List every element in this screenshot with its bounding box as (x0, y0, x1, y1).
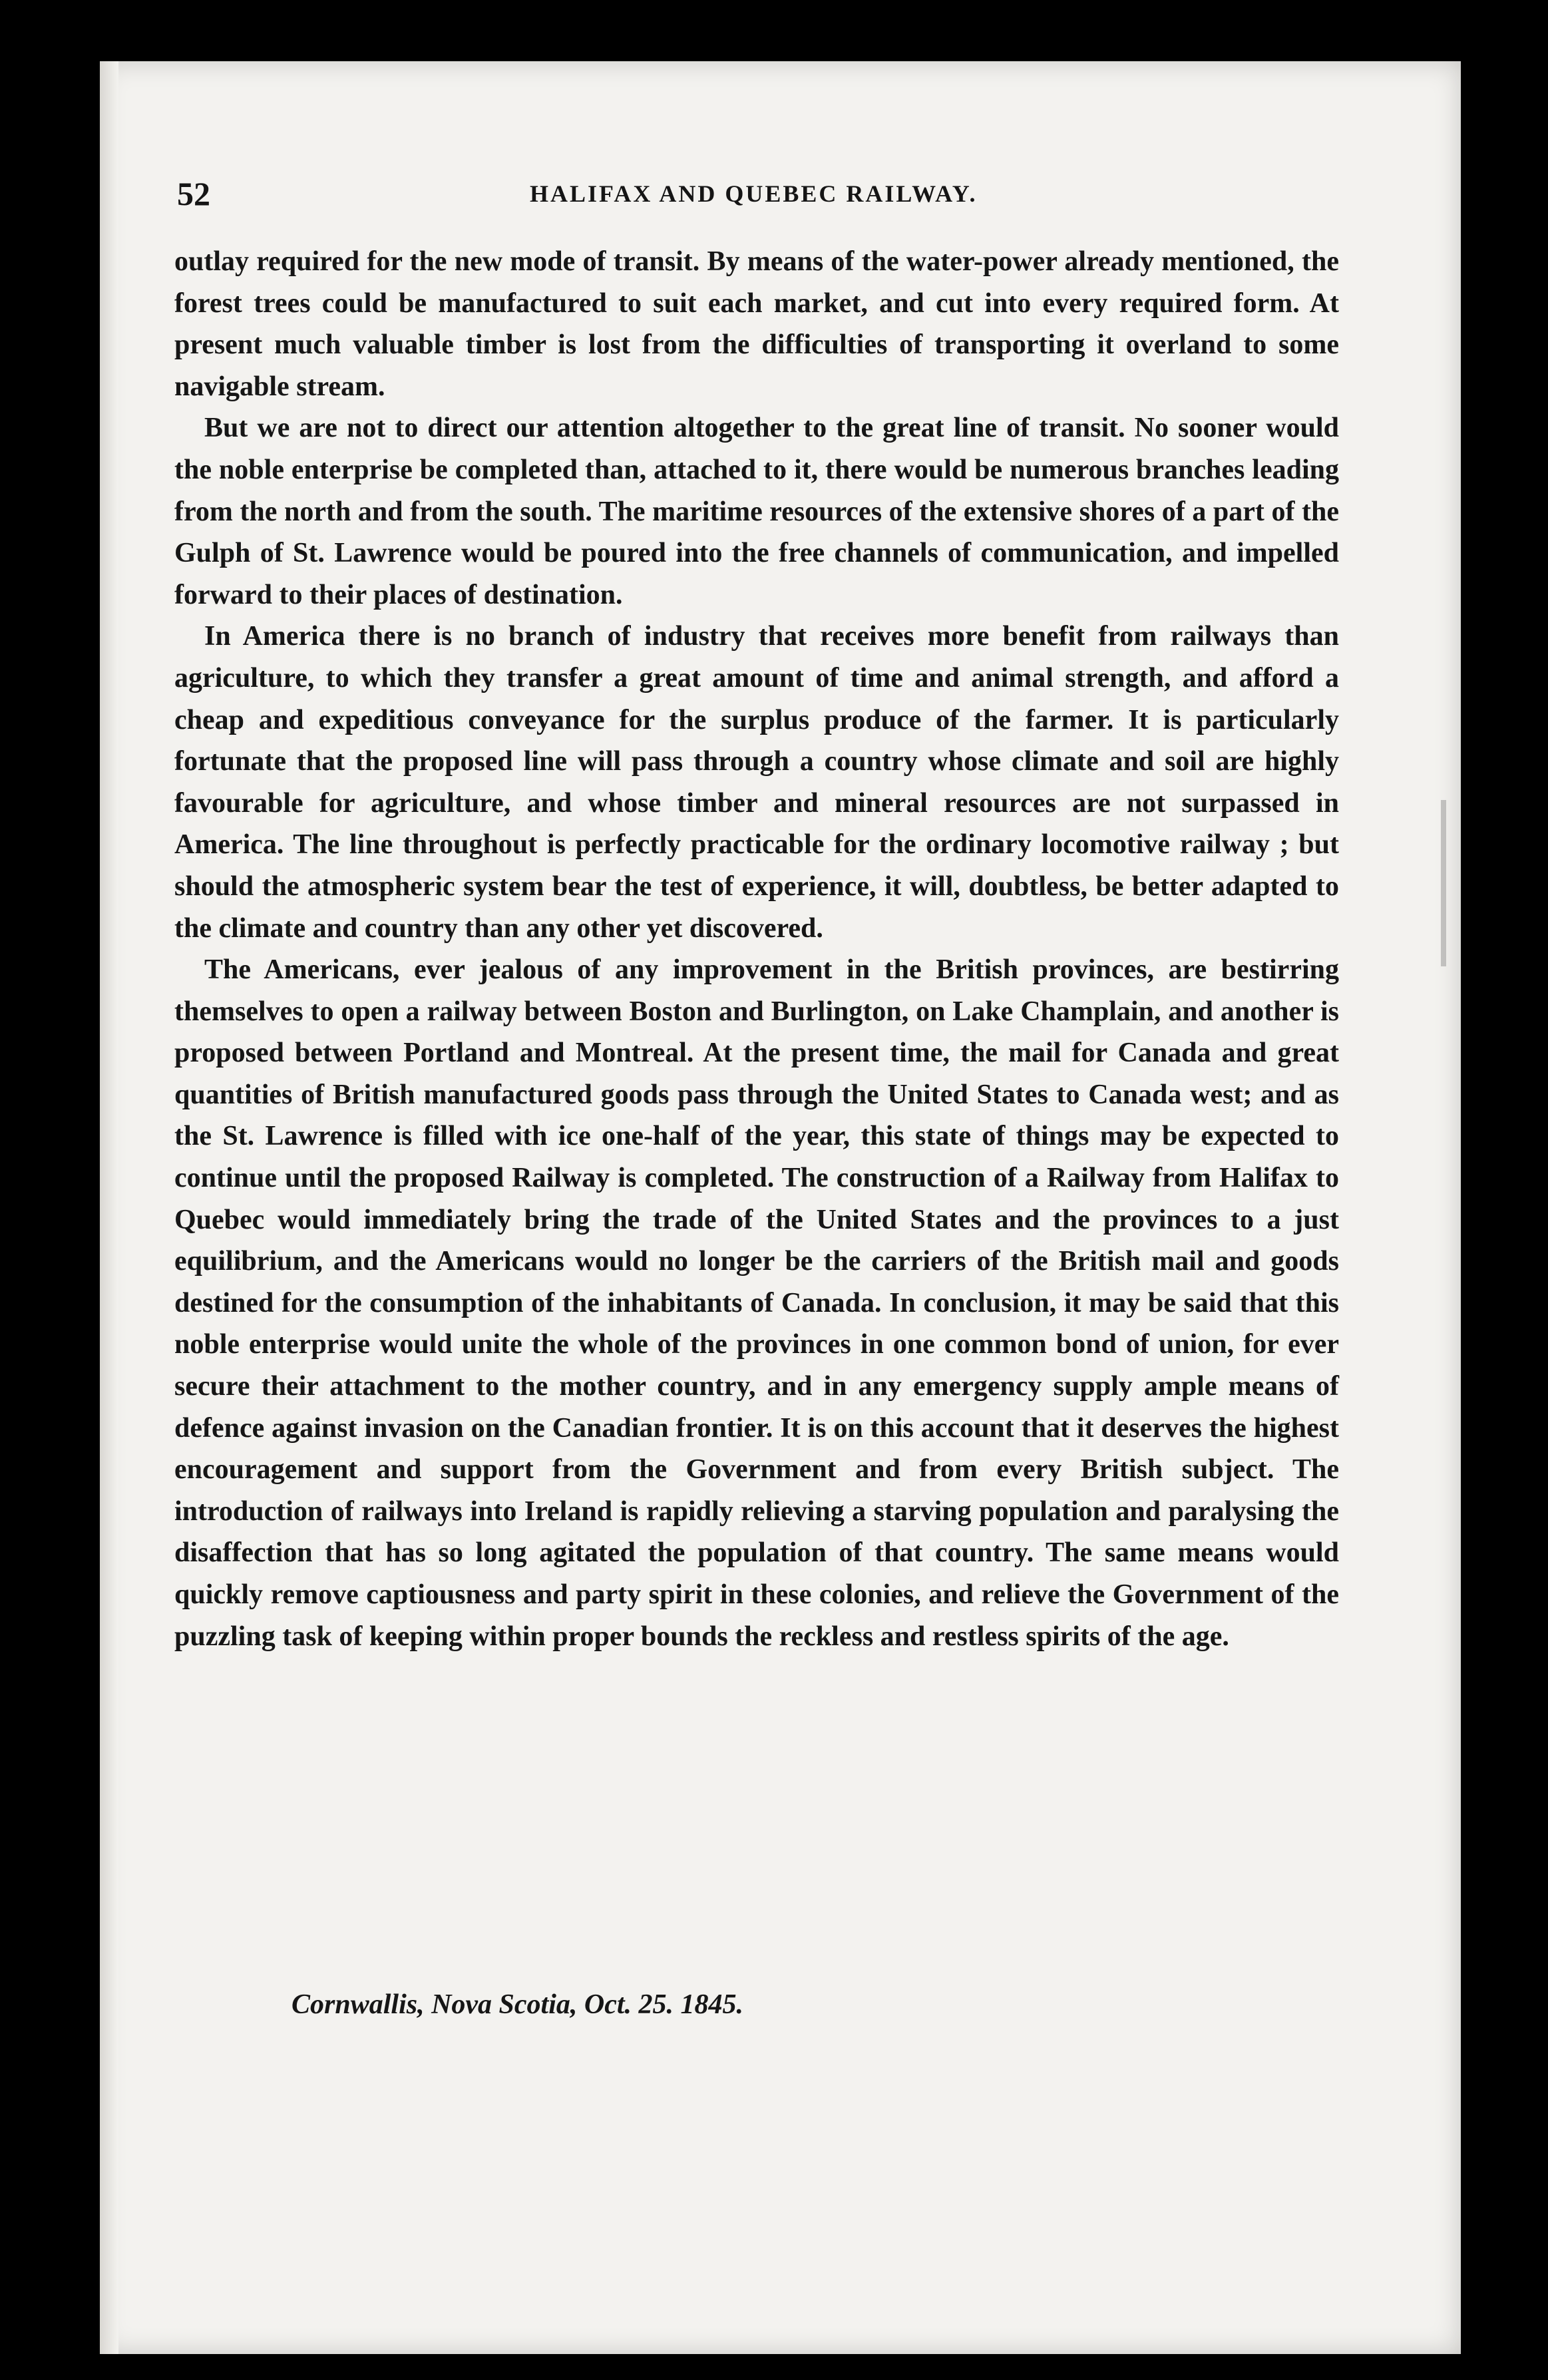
page-number: 52 (177, 175, 210, 212)
paragraph-3: In America there is no branch of industry that receives more benefit from railways than agriculture, to which they transfer a great amount of time and animal strength, and afford a cheap and expeditious conveyance for the surplus produce of the farmer. It is particularly fortunate that the proposed line will pass through a country whose climate and soil are highly favourable for agriculture, and whose timber and mineral resources are not surpassed in America. The line throughout is perfectly practicable for the ordinary locomotive railway ; but should the atmospheric system bear the test of experience, it will, doubtless, be better adapted to the climate and country than any other yet discovered. (174, 621, 1339, 944)
paragraph-2: But we are not to direct our attention altogether to the great line of transit. No sooner would the noble enterprise be completed than, attached to it, there would be numerous branches leading from the north and from the south. The maritime resources of the extensive shores of a part of the Gulph of St. Lawrence would be poured into the free channels of communication, and impelled forward to their places of destination. (174, 413, 1339, 610)
page-edge-shadow (100, 61, 118, 2354)
signature-line: Cornwallis, Nova Scotia, Oct. 25. 1845. (291, 1989, 744, 2020)
paragraph-4: The Americans, ever jealous of any improvement in the British provinces, are bestirring themselves to open a railway between Boston and Burlington, on Lake Champlain, and another is proposed between Portland and Montreal. At the present time, the mail for Canada and great quantities of British manufactured goods pass through the United States to Canada west; and as the St. Lawrence is filled with ice one-half of the year, this state of things may be expected to continue until the proposed Railway is completed. The construction of a Railway from Halifax to Quebec would immediately bring the trade of the United States and the provinces to a just equilibrium, and the Americans would no longer be the carriers of the British mail and goods destined for the consumption of the inhabitants of Canada. In conclusion, it may be said that this noble enterprise would unite the whole of the provinces in one common bond of union, for ever secure their attachment to the mother country, and in any emergency supply ample means of defence against invasion on the Canadian frontier. It is on this account that it deserves the highest encouragement and support from the Government and from every British subject. The introduction of railways into Ireland is rapidly relieving a starving population and paralysing the disaffection that has so long agitated the population of that country. The same means would quickly remove captiousness and party spirit in these colonies, and relieve the Government of the puzzling task of keeping within proper bounds the reckless and restless spirits of the age. (174, 954, 1339, 1652)
paragraph-1: outlay required for the new mode of transit. By means of the water-power already mentioned, the forest trees could be manufactured to suit each market, and cut into every required form. At present much valuable timber is lost from the difficulties of transporting it overland to some navigable stream. (174, 246, 1339, 402)
running-title: HALIFAX AND QUEBEC RAILWAY. (530, 180, 978, 207)
page-stain (1441, 800, 1446, 966)
page-header (177, 174, 1335, 214)
body-text (174, 241, 1339, 1657)
